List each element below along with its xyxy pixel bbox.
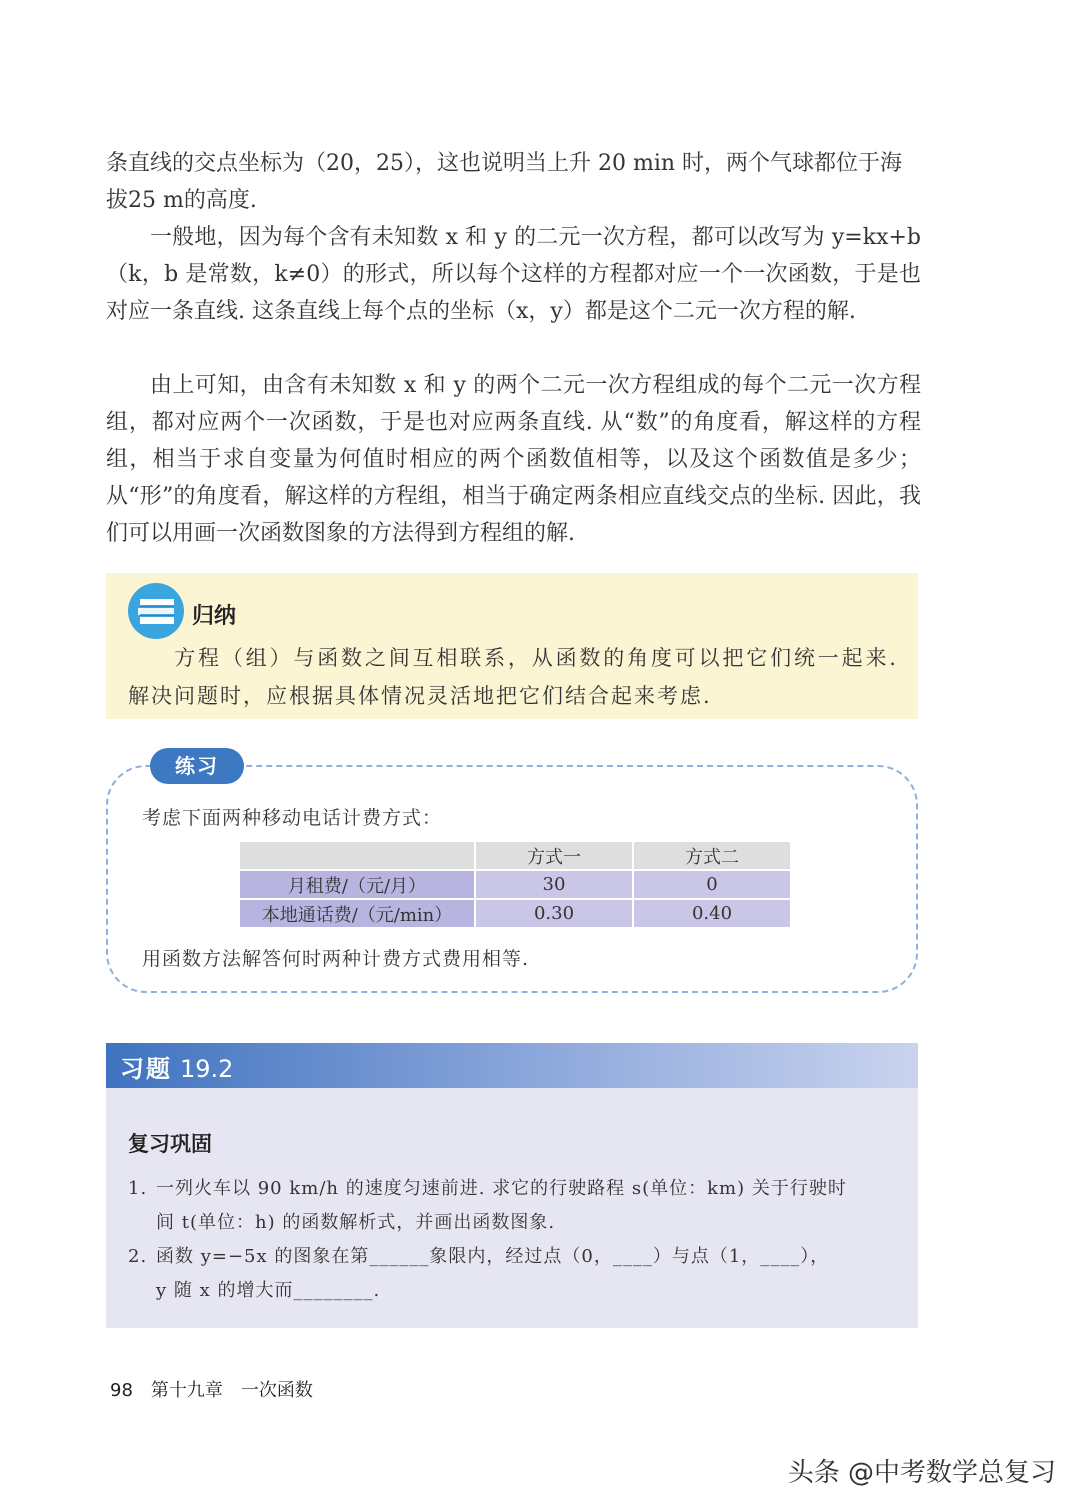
exercise-line: 函数 y=−5x 的图象在第______象限内，经过点（0，____）与点（1，____）， [156,1246,830,1267]
practice-question: 用函数方法解答何时两种计费方式费用相等. [142,948,530,970]
table-cell: 0.30 [476,900,632,927]
exercise-body [106,1088,918,1328]
paragraph-line: 条直线的交点坐标为（20，25），这也说明当上升 20 min 时，两个气球都位于海 [106,151,903,176]
summary-title: 归纳 [192,604,237,629]
table-row [240,900,790,927]
table-row [240,871,790,898]
exercise-number: 2. [128,1246,148,1267]
table-header-cell: 方式一 [476,842,632,869]
exercise-item [128,1240,898,1308]
practice-intro: 考虑下面两种移动电话计费方式： [142,807,443,829]
table-header-row [240,842,790,869]
summary-text: 方程（组）与函数之间互相联系，从函数的角度可以把它们统一起来. 解决问题时，应根据具体情况灵活地把它们结合起来考虑. [128,646,898,708]
page-footer [110,1376,313,1402]
exercise-line: y 随 x 的增大而________. [156,1280,381,1301]
exercise-title-label: 习题 [120,1055,172,1083]
chapter-title: 第十九章 一次函数 [150,1380,313,1401]
paragraph-continuation [106,145,921,219]
paragraph-conclusion: 由上可知，由含有未知数 x 和 y 的两个二元一次方程组成的每个二元一次方程组，都对应两个一次函数，于是也对应两条直线. 从“数”的角度看，解这样的方程组，相当于求自变量为何值时相应的两个函数值相等，以及这个函数值是多少；从“形”的角度看，解这样的方程组，相当于确定两条相应直线交点的坐标. 因此，我们可以用画一次函数图象的方法得到方程组的解. [106,373,921,546]
practice-tag: 练习 [150,748,244,784]
table-cell: 本地通话费/（元/min） [240,900,474,927]
paragraph-general: 一般地，因为每个含有未知数 x 和 y 的二元一次方程，都可以改写为 y=kx+b（k，b 是常数，k≠0）的形式，所以每个这样的方程都对应一个一次函数，于是也对应一条直线. 这条直线上每个点的坐标（x，y）都是这个二元一次方程的解. [106,225,921,324]
exercise-line: 间 t(单位：h) 的函数解析式，并画出函数图象. [156,1212,556,1233]
paragraph-line: 拔25 m的高度. [106,188,257,213]
table-cell: 月租费/（元/月） [240,871,474,898]
table-header-cell: 方式二 [634,842,790,869]
page-number: 98 [110,1380,133,1401]
book-icon [128,583,184,639]
table-cell: 30 [476,871,632,898]
source-credit: 头条 @中考数学总复习 [787,1458,1056,1488]
exercise-number: 1. [128,1178,148,1199]
exercise-subtitle: 复习巩固 [128,1132,212,1156]
table-cell: 0 [634,871,790,898]
summary-box [106,573,918,719]
fee-table [238,840,792,929]
exercise-title-number: 19.2 [180,1055,234,1083]
exercise-title [120,1049,233,1084]
exercise-line: 一列火车以 90 km/h 的速度匀速前进. 求它的行驶路程 s(单位：km) 关于行驶时 [156,1178,847,1199]
exercise-header [106,1043,918,1088]
table-cell: 0.40 [634,900,790,927]
exercise-item [128,1172,898,1240]
table-header-cell [240,842,474,869]
